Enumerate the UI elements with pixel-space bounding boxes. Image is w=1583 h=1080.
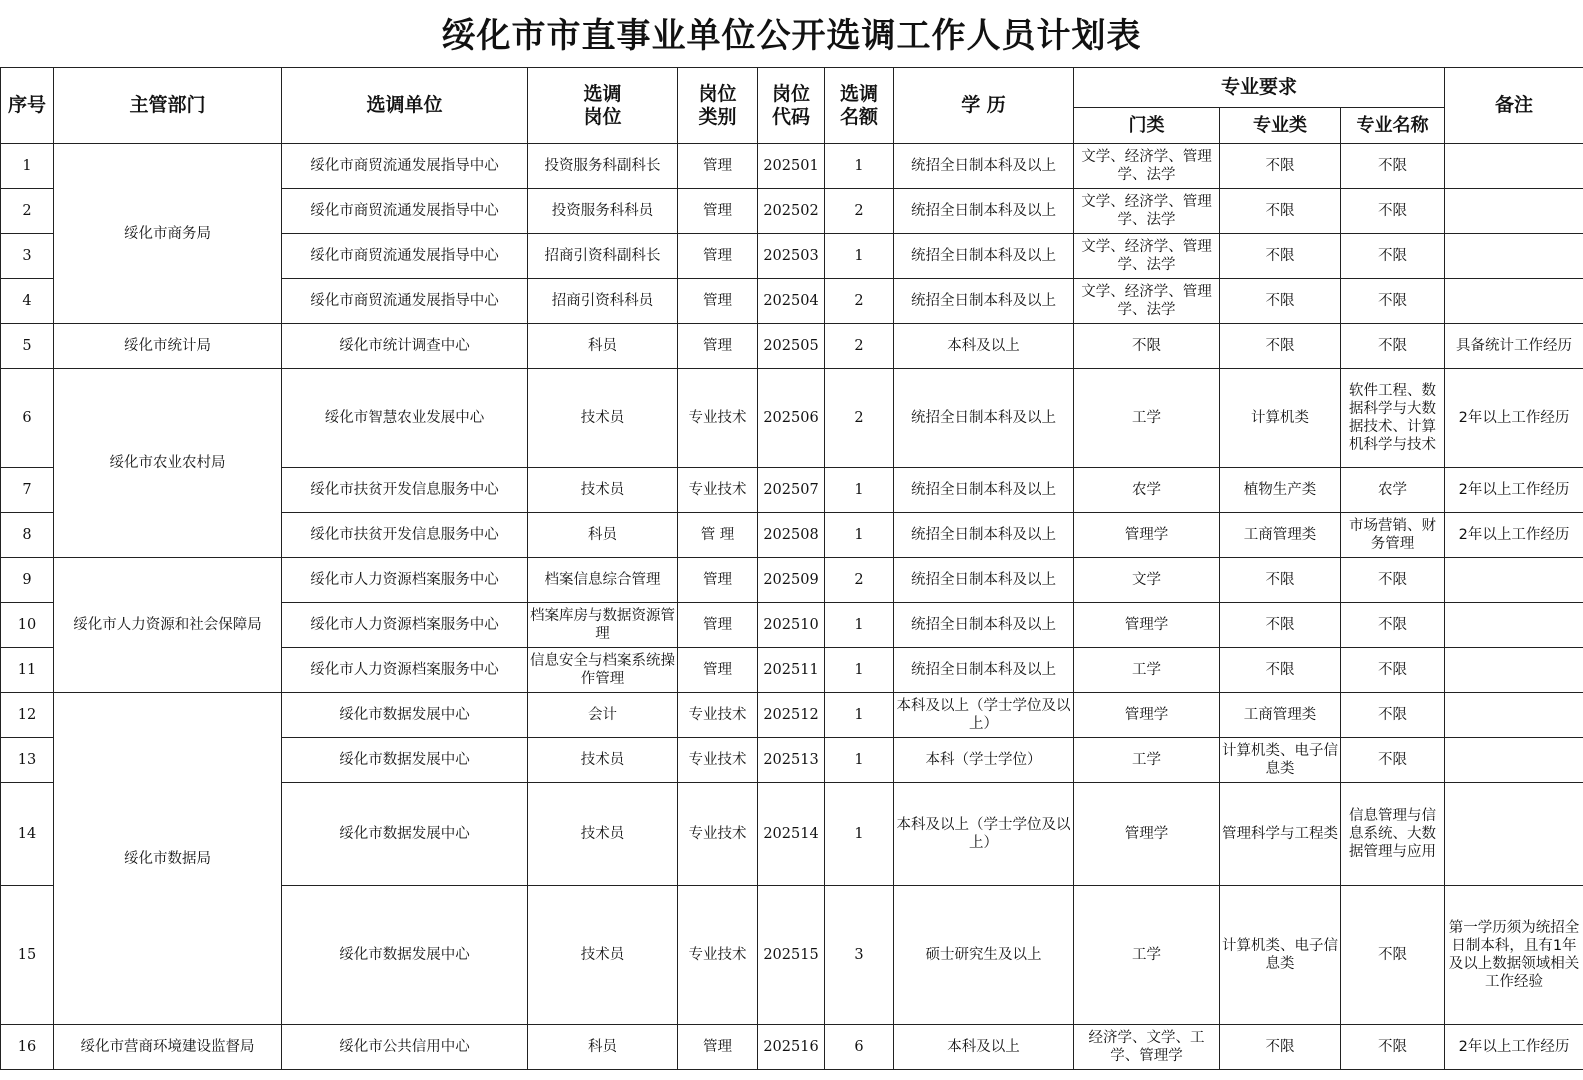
cell-major-name: 不限 bbox=[1341, 648, 1445, 693]
cell-post: 档案库房与数据资源管理 bbox=[528, 603, 678, 648]
cell-major-name: 不限 bbox=[1341, 279, 1445, 324]
cell-unit: 绥化市扶贫开发信息服务中心 bbox=[282, 468, 528, 513]
header-major-name: 专业名称 bbox=[1341, 108, 1445, 144]
cell-post: 科员 bbox=[528, 324, 678, 369]
cell-count: 1 bbox=[825, 648, 894, 693]
cell-unit: 绥化市数据发展中心 bbox=[282, 886, 528, 1025]
cell-category: 文学、经济学、管理学、法学 bbox=[1074, 234, 1220, 279]
cell-code: 202502 bbox=[758, 189, 825, 234]
table-row bbox=[1, 324, 1583, 369]
cell-seq: 14 bbox=[1, 783, 54, 886]
cell-dept: 绥化市统计局 bbox=[54, 324, 282, 369]
cell-seq: 6 bbox=[1, 369, 54, 468]
cell-post: 科员 bbox=[528, 1025, 678, 1070]
cell-type: 专业技术 bbox=[678, 693, 758, 738]
cell-code: 202508 bbox=[758, 513, 825, 558]
cell-category: 文学 bbox=[1074, 558, 1220, 603]
cell-major-name: 不限 bbox=[1341, 189, 1445, 234]
cell-seq: 1 bbox=[1, 144, 54, 189]
cell-edu: 统招全日制本科及以上 bbox=[894, 558, 1074, 603]
cell-unit: 绥化市扶贫开发信息服务中心 bbox=[282, 513, 528, 558]
cell-seq: 10 bbox=[1, 603, 54, 648]
table-row bbox=[1, 369, 1583, 468]
cell-major-class: 计算机类 bbox=[1220, 369, 1341, 468]
header-post-line2: 岗位 bbox=[583, 105, 622, 128]
cell-category: 管理学 bbox=[1074, 513, 1220, 558]
cell-edu: 统招全日制本科及以上 bbox=[894, 369, 1074, 468]
cell-category: 文学、经济学、管理学、法学 bbox=[1074, 144, 1220, 189]
cell-major-name: 不限 bbox=[1341, 693, 1445, 738]
cell-category: 经济学、文学、工学、管理学 bbox=[1074, 1025, 1220, 1070]
cell-unit: 绥化市商贸流通发展指导中心 bbox=[282, 234, 528, 279]
cell-code: 202513 bbox=[758, 738, 825, 783]
cell-remark bbox=[1445, 783, 1583, 886]
cell-category: 工学 bbox=[1074, 886, 1220, 1025]
cell-count: 1 bbox=[825, 513, 894, 558]
header-seq: 序号 bbox=[1, 68, 54, 144]
cell-count: 2 bbox=[825, 369, 894, 468]
cell-type: 专业技术 bbox=[678, 886, 758, 1025]
cell-major-name: 不限 bbox=[1341, 886, 1445, 1025]
cell-edu: 本科及以上 bbox=[894, 324, 1074, 369]
cell-count: 1 bbox=[825, 234, 894, 279]
cell-edu: 硕士研究生及以上 bbox=[894, 886, 1074, 1025]
cell-count: 2 bbox=[825, 279, 894, 324]
cell-category: 不限 bbox=[1074, 324, 1220, 369]
cell-dept: 绥化市农业农村局 bbox=[54, 369, 282, 558]
cell-type: 管理 bbox=[678, 648, 758, 693]
cell-unit: 绥化市人力资源档案服务中心 bbox=[282, 558, 528, 603]
cell-remark bbox=[1445, 279, 1583, 324]
header-type-line2: 类别 bbox=[698, 105, 737, 128]
cell-edu: 本科及以上（学士学位及以上） bbox=[894, 693, 1074, 738]
cell-dept: 绥化市营商环境建设监督局 bbox=[54, 1025, 282, 1070]
table-row bbox=[1, 558, 1583, 603]
cell-edu: 统招全日制本科及以上 bbox=[894, 144, 1074, 189]
cell-major-class: 不限 bbox=[1220, 144, 1341, 189]
cell-edu: 统招全日制本科及以上 bbox=[894, 648, 1074, 693]
header-major-group: 专业要求 bbox=[1074, 68, 1445, 108]
cell-edu: 统招全日制本科及以上 bbox=[894, 603, 1074, 648]
cell-remark: 2年以上工作经历 bbox=[1445, 1025, 1583, 1070]
header-edu: 学 历 bbox=[894, 68, 1074, 144]
cell-type: 专业技术 bbox=[678, 369, 758, 468]
cell-code: 202516 bbox=[758, 1025, 825, 1070]
cell-type: 管理 bbox=[678, 1025, 758, 1070]
cell-remark bbox=[1445, 603, 1583, 648]
cell-seq: 15 bbox=[1, 886, 54, 1025]
cell-seq: 12 bbox=[1, 693, 54, 738]
header-unit: 选调单位 bbox=[282, 68, 528, 144]
cell-unit: 绥化市人力资源档案服务中心 bbox=[282, 603, 528, 648]
cell-edu: 统招全日制本科及以上 bbox=[894, 234, 1074, 279]
cell-remark: 第一学历须为统招全日制本科，且有1年及以上数据领域相关工作经验 bbox=[1445, 886, 1583, 1025]
cell-remark: 2年以上工作经历 bbox=[1445, 468, 1583, 513]
cell-category: 农学 bbox=[1074, 468, 1220, 513]
cell-major-class: 不限 bbox=[1220, 279, 1341, 324]
cell-post: 技术员 bbox=[528, 468, 678, 513]
cell-major-name: 不限 bbox=[1341, 558, 1445, 603]
cell-code: 202511 bbox=[758, 648, 825, 693]
cell-unit: 绥化市数据发展中心 bbox=[282, 783, 528, 886]
cell-dept: 绥化市人力资源和社会保障局 bbox=[54, 558, 282, 693]
cell-seq: 2 bbox=[1, 189, 54, 234]
cell-remark bbox=[1445, 738, 1583, 783]
cell-code: 202503 bbox=[758, 234, 825, 279]
cell-count: 2 bbox=[825, 324, 894, 369]
cell-type: 管理 bbox=[678, 603, 758, 648]
cell-seq: 5 bbox=[1, 324, 54, 369]
cell-type: 管理 bbox=[678, 324, 758, 369]
header-count-line2: 名额 bbox=[839, 105, 878, 128]
cell-type: 专业技术 bbox=[678, 468, 758, 513]
cell-remark bbox=[1445, 558, 1583, 603]
cell-post: 招商引资科科员 bbox=[528, 279, 678, 324]
header-category: 门类 bbox=[1074, 108, 1220, 144]
cell-unit: 绥化市智慧农业发展中心 bbox=[282, 369, 528, 468]
cell-dept: 绥化市数据局 bbox=[54, 693, 282, 1025]
cell-major-name: 不限 bbox=[1341, 144, 1445, 189]
cell-remark bbox=[1445, 144, 1583, 189]
cell-code: 202515 bbox=[758, 886, 825, 1025]
cell-major-class: 计算机类、电子信息类 bbox=[1220, 886, 1341, 1025]
cell-major-class: 工商管理类 bbox=[1220, 513, 1341, 558]
cell-edu: 本科及以上 bbox=[894, 1025, 1074, 1070]
cell-major-name: 信息管理与信息系统、大数据管理与应用 bbox=[1341, 783, 1445, 886]
cell-category: 工学 bbox=[1074, 369, 1220, 468]
cell-remark bbox=[1445, 693, 1583, 738]
cell-code: 202506 bbox=[758, 369, 825, 468]
cell-category: 管理学 bbox=[1074, 783, 1220, 886]
cell-major-class: 植物生产类 bbox=[1220, 468, 1341, 513]
cell-post: 技术员 bbox=[528, 783, 678, 886]
cell-post: 技术员 bbox=[528, 369, 678, 468]
header-dept: 主管部门 bbox=[54, 68, 282, 144]
cell-seq: 9 bbox=[1, 558, 54, 603]
cell-seq: 8 bbox=[1, 513, 54, 558]
cell-post: 信息安全与档案系统操作管理 bbox=[528, 648, 678, 693]
cell-count: 3 bbox=[825, 886, 894, 1025]
cell-major-class: 管理科学与工程类 bbox=[1220, 783, 1341, 886]
cell-major-class: 不限 bbox=[1220, 558, 1341, 603]
cell-edu: 本科及以上（学士学位及以上） bbox=[894, 783, 1074, 886]
cell-major-class: 不限 bbox=[1220, 1025, 1341, 1070]
cell-major-class: 不限 bbox=[1220, 324, 1341, 369]
cell-unit: 绥化市数据发展中心 bbox=[282, 693, 528, 738]
cell-count: 1 bbox=[825, 693, 894, 738]
cell-count: 1 bbox=[825, 738, 894, 783]
cell-major-name: 市场营销、财务管理 bbox=[1341, 513, 1445, 558]
cell-unit: 绥化市商贸流通发展指导中心 bbox=[282, 144, 528, 189]
cell-dept: 绥化市商务局 bbox=[54, 144, 282, 324]
table-row bbox=[1, 144, 1583, 189]
cell-major-name: 软件工程、数据科学与大数据技术、计算机科学与技术 bbox=[1341, 369, 1445, 468]
cell-type: 管理 bbox=[678, 234, 758, 279]
cell-post: 技术员 bbox=[528, 886, 678, 1025]
cell-major-class: 不限 bbox=[1220, 234, 1341, 279]
cell-code: 202507 bbox=[758, 468, 825, 513]
cell-seq: 7 bbox=[1, 468, 54, 513]
cell-unit: 绥化市商贸流通发展指导中心 bbox=[282, 189, 528, 234]
cell-remark bbox=[1445, 234, 1583, 279]
cell-major-class: 不限 bbox=[1220, 603, 1341, 648]
cell-edu: 统招全日制本科及以上 bbox=[894, 513, 1074, 558]
cell-major-name: 不限 bbox=[1341, 603, 1445, 648]
cell-major-name: 农学 bbox=[1341, 468, 1445, 513]
header-major-class: 专业类 bbox=[1220, 108, 1341, 144]
cell-major-name: 不限 bbox=[1341, 324, 1445, 369]
page-title: 绥化市市直事业单位公开选调工作人员计划表 bbox=[441, 16, 1142, 56]
cell-major-class: 不限 bbox=[1220, 189, 1341, 234]
cell-major-class: 不限 bbox=[1220, 648, 1341, 693]
cell-remark: 2年以上工作经历 bbox=[1445, 513, 1583, 558]
cell-unit: 绥化市统计调查中心 bbox=[282, 324, 528, 369]
cell-count: 1 bbox=[825, 783, 894, 886]
header-remark: 备注 bbox=[1445, 68, 1583, 144]
table-row bbox=[1, 693, 1583, 738]
cell-category: 工学 bbox=[1074, 648, 1220, 693]
cell-category: 管理学 bbox=[1074, 603, 1220, 648]
cell-post: 投资服务科副科长 bbox=[528, 144, 678, 189]
cell-seq: 3 bbox=[1, 234, 54, 279]
cell-type: 专业技术 bbox=[678, 738, 758, 783]
header-code-line1: 岗位 bbox=[771, 82, 810, 105]
header-type bbox=[678, 68, 758, 144]
cell-edu: 统招全日制本科及以上 bbox=[894, 279, 1074, 324]
cell-remark bbox=[1445, 189, 1583, 234]
cell-type: 专业技术 bbox=[678, 783, 758, 886]
cell-post: 投资服务科科员 bbox=[528, 189, 678, 234]
cell-remark bbox=[1445, 648, 1583, 693]
cell-major-name: 不限 bbox=[1341, 1025, 1445, 1070]
header-post bbox=[528, 68, 678, 144]
cell-code: 202505 bbox=[758, 324, 825, 369]
cell-seq: 13 bbox=[1, 738, 54, 783]
cell-category: 工学 bbox=[1074, 738, 1220, 783]
cell-type: 管理 bbox=[678, 558, 758, 603]
cell-type: 管理 bbox=[678, 189, 758, 234]
cell-unit: 绥化市人力资源档案服务中心 bbox=[282, 648, 528, 693]
cell-code: 202512 bbox=[758, 693, 825, 738]
cell-code: 202509 bbox=[758, 558, 825, 603]
cell-remark: 2年以上工作经历 bbox=[1445, 369, 1583, 468]
cell-count: 6 bbox=[825, 1025, 894, 1070]
recruitment-plan-table bbox=[0, 67, 1583, 1070]
cell-unit: 绥化市数据发展中心 bbox=[282, 738, 528, 783]
cell-count: 1 bbox=[825, 603, 894, 648]
cell-category: 文学、经济学、管理学、法学 bbox=[1074, 279, 1220, 324]
cell-edu: 统招全日制本科及以上 bbox=[894, 189, 1074, 234]
header-count bbox=[825, 68, 894, 144]
cell-type: 管 理 bbox=[678, 513, 758, 558]
header-code-line2: 代码 bbox=[771, 105, 810, 128]
cell-seq: 16 bbox=[1, 1025, 54, 1070]
cell-post: 技术员 bbox=[528, 738, 678, 783]
header-post-line1: 选调 bbox=[583, 82, 622, 105]
cell-unit: 绥化市商贸流通发展指导中心 bbox=[282, 279, 528, 324]
header-count-line1: 选调 bbox=[839, 82, 878, 105]
cell-major-name: 不限 bbox=[1341, 234, 1445, 279]
cell-major-class: 工商管理类 bbox=[1220, 693, 1341, 738]
cell-seq: 4 bbox=[1, 279, 54, 324]
cell-category: 文学、经济学、管理学、法学 bbox=[1074, 189, 1220, 234]
cell-post: 会计 bbox=[528, 693, 678, 738]
cell-type: 管理 bbox=[678, 279, 758, 324]
cell-major-class: 计算机类、电子信息类 bbox=[1220, 738, 1341, 783]
cell-post: 科员 bbox=[528, 513, 678, 558]
cell-edu: 统招全日制本科及以上 bbox=[894, 468, 1074, 513]
cell-category: 管理学 bbox=[1074, 693, 1220, 738]
header-code bbox=[758, 68, 825, 144]
cell-count: 2 bbox=[825, 558, 894, 603]
cell-post: 招商引资科副科长 bbox=[528, 234, 678, 279]
cell-code: 202501 bbox=[758, 144, 825, 189]
cell-major-name: 不限 bbox=[1341, 738, 1445, 783]
cell-count: 1 bbox=[825, 468, 894, 513]
cell-code: 202510 bbox=[758, 603, 825, 648]
cell-type: 管理 bbox=[678, 144, 758, 189]
cell-post: 档案信息综合管理 bbox=[528, 558, 678, 603]
cell-unit: 绥化市公共信用中心 bbox=[282, 1025, 528, 1070]
cell-remark: 具备统计工作经历 bbox=[1445, 324, 1583, 369]
table-row bbox=[1, 1025, 1583, 1070]
cell-code: 202514 bbox=[758, 783, 825, 886]
cell-count: 2 bbox=[825, 189, 894, 234]
header-type-line1: 岗位 bbox=[698, 82, 737, 105]
cell-code: 202504 bbox=[758, 279, 825, 324]
cell-edu: 本科（学士学位） bbox=[894, 738, 1074, 783]
cell-count: 1 bbox=[825, 144, 894, 189]
cell-seq: 11 bbox=[1, 648, 54, 693]
